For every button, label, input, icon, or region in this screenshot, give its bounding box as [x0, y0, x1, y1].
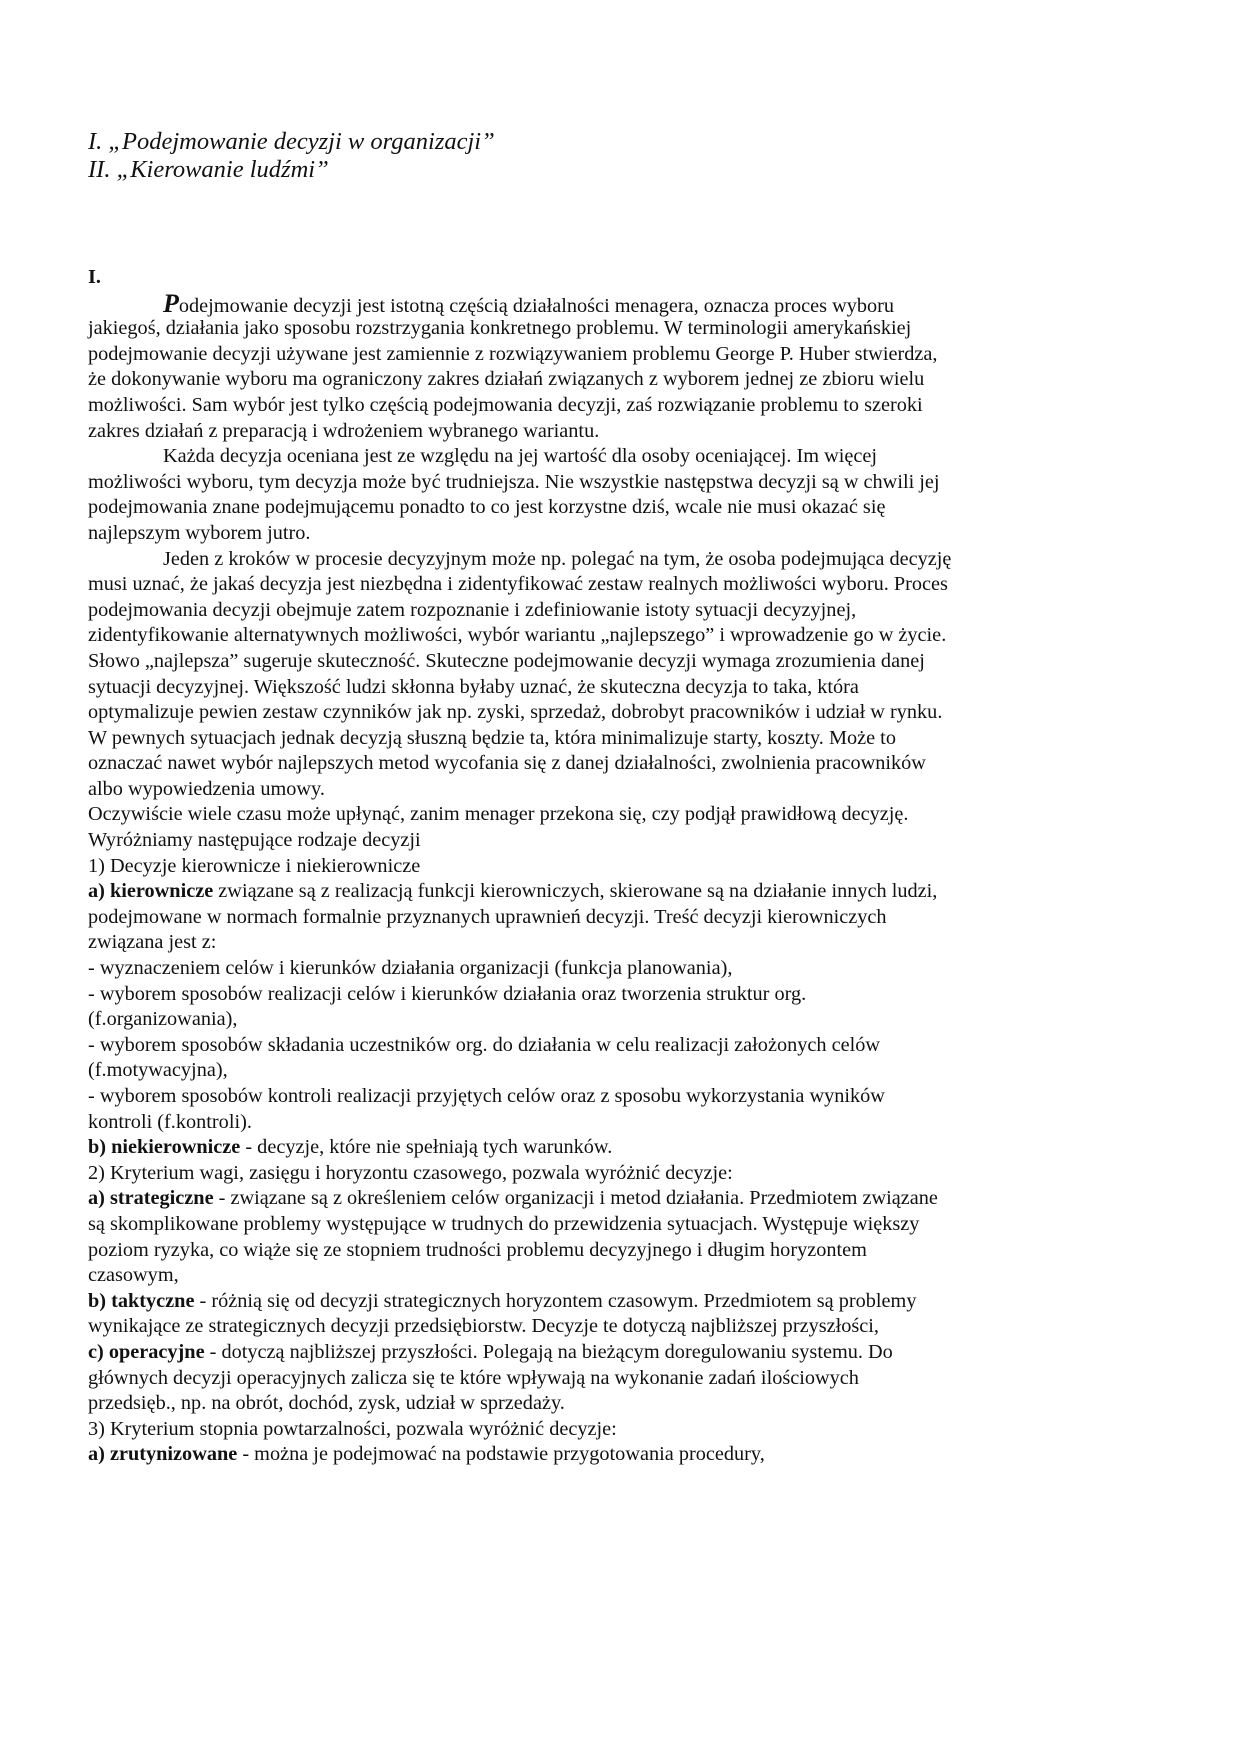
text-line — [88, 1263, 1148, 1289]
line-text: przedsięb., np. na obrót, dochód, zysk, udział w sprzedaży. — [88, 1392, 565, 1415]
text-line — [88, 495, 1148, 521]
text-line — [88, 419, 1148, 445]
line-text: Każda decyzja oceniana jest ze względu na jej wartość dla osoby oceniającej. Im więcej — [163, 445, 878, 468]
text-line — [88, 1186, 1148, 1212]
text-line — [88, 1442, 1148, 1468]
text-line — [88, 854, 1148, 880]
line-text: Jeden z kroków w procesie decyzyjnym może np. polegać na tym, że osoba podejmująca decyzję — [163, 547, 952, 570]
text-line — [88, 521, 1148, 547]
term-label: b) niekierownicze — [88, 1136, 241, 1159]
line-text: - wyborem sposobów składania uczestników org. do działania w celu realizacji założonych celów — [88, 1033, 881, 1056]
line-text: Wyróżniamy następujące rodzaje decyzji — [88, 829, 421, 852]
text-line — [88, 828, 1148, 854]
line-text: 1) Decyzje kierownicze i niekierownicze — [88, 854, 421, 877]
line-text: sytuacji decyzyjnej. Większość ludzi skłonna byłaby uznać, że skuteczna decyzja to taka, która — [88, 675, 859, 698]
term-label: a) kierownicze — [88, 880, 214, 903]
line-text: podejmowane w normach formalnie przyznanych uprawnień decyzji. Treść decyzji kierowniczych — [88, 905, 887, 928]
line-text: możliwości. Sam wybór jest tylko częścią podejmowania decyzji, zaś rozwiązanie problemu to szeroki — [88, 393, 923, 416]
line-text: poziom ryzyka, co wiąże się ze stopniem trudności problemu decyzyjnego i długim horyzontem — [88, 1238, 867, 1261]
line-text: związane są z realizacją funkcji kierowniczych, skierowane są na działanie innych ludzi, — [213, 880, 938, 903]
line-text: jakiegoś, działania jako sposobu rozstrzygania konkretnego problemu. W terminologii amerykańskiej — [88, 317, 912, 340]
line-text: czasowym, — [88, 1264, 179, 1287]
line-text: są skomplikowane problemy występujące w trudnych do przewidzenia sytuacjach. Występuje większy — [88, 1212, 920, 1235]
line-text: - wyborem sposobów realizacji celów i kierunków działania oraz tworzenia struktur org. — [88, 982, 807, 1005]
text-line — [88, 956, 1148, 982]
line-text: - związane są z określeniem celów organizacji i metod działania. Przedmiotem związane — [213, 1187, 938, 1210]
line-text: głównych decyzji operacyjnych zalicza się te które wpływają na wykonanie zadań ilościowych — [88, 1366, 859, 1389]
line-text: - dotyczą najbliższej przyszłości. Polegają na bieżącym doregulowaniu systemu. Do — [204, 1340, 893, 1363]
text-line — [88, 288, 1148, 318]
text-line — [88, 1007, 1148, 1033]
line-text: optymalizuje pewien zestaw czynników jak np. zyski, sprzedaż, dobrobyt pracowników i udział w rynku. — [88, 701, 943, 724]
document-titles — [88, 128, 495, 184]
text-line — [88, 1110, 1148, 1136]
line-text: musi uznać, że jakaś decyzja jest niezbędna i zidentyfikować zestaw realnych możliwości wyboru. Proces — [88, 573, 948, 596]
text-line — [88, 367, 1148, 393]
text-line — [88, 1084, 1148, 1110]
text-line — [88, 1058, 1148, 1084]
line-text: oznaczać nawet wybór najlepszych metod wycofania się z danej działalności, zwolnienia pracowników — [88, 752, 926, 775]
text-line — [88, 393, 1148, 419]
text-line — [88, 751, 1148, 777]
term-label: a) strategiczne — [88, 1187, 214, 1210]
term-label: a) zrutynizowane — [88, 1443, 238, 1466]
drop-cap: P — [163, 288, 179, 318]
line-text: albo wypowiedzenia umowy. — [88, 777, 325, 800]
line-text: wynikające ze strategicznych decyzji przedsiębiorstw. Decyzje te dotyczą najbliższej przyszłości, — [88, 1315, 879, 1338]
line-text: podejmowania znane podejmującemu ponadto to co jest korzystne dziś, wcale nie musi okazać się — [88, 496, 886, 519]
text-line — [88, 879, 1148, 905]
line-text: - decyzje, które nie spełniają tych warunków. — [240, 1136, 613, 1159]
text-line — [88, 572, 1148, 598]
text-line — [88, 1417, 1148, 1443]
text-line — [88, 1366, 1148, 1392]
text-line — [88, 726, 1148, 752]
text-line — [88, 649, 1148, 675]
line-text: (f.motywacyjna), — [88, 1059, 228, 1082]
text-line — [88, 675, 1148, 701]
line-text: (f.organizowania), — [88, 1008, 238, 1031]
term-label: b) taktyczne — [88, 1289, 195, 1312]
text-line — [88, 1135, 1148, 1161]
line-text: Słowo „najlepsza” sugeruje skuteczność. Skuteczne podejmowanie decyzji wymaga zrozumienia danej — [88, 649, 925, 672]
text-line — [88, 930, 1148, 956]
text-line — [88, 1314, 1148, 1340]
text-line — [88, 1238, 1148, 1264]
line-text: - różnią się od decyzji strategicznych horyzontem czasowym. Przedmiotem są problemy — [194, 1289, 917, 1312]
line-text: 3) Kryterium stopnia powtarzalności, pozwala wyróżnić decyzje: — [88, 1417, 617, 1440]
line-text: 2) Kryterium wagi, zasięgu i horyzontu czasowego, pozwala wyróżnić decyzje: — [88, 1161, 733, 1184]
line-text: podejmowanie decyzji używane jest zamiennie z rozwiązywaniem problemu George P. Huber stwierdza, — [88, 342, 938, 365]
text-line — [88, 802, 1148, 828]
text-line — [88, 1033, 1148, 1059]
line-text: W pewnych sytuacjach jednak decyzją słuszną będzie ta, która minimalizuje starty, koszty. Może to — [88, 726, 896, 749]
line-text: odejmowanie decyzji jest istotną częścią działalności menagera, oznacza proces wyboru — [178, 294, 895, 317]
text-line — [88, 905, 1148, 931]
text-line — [88, 700, 1148, 726]
text-line — [88, 316, 1148, 342]
text-line — [88, 1161, 1148, 1187]
line-text: kontroli (f.kontroli). — [88, 1110, 252, 1133]
document-body — [88, 265, 1148, 1468]
title-line-1: I. „Podejmowanie decyzji w organizacji” — [88, 128, 495, 155]
line-text: Oczywiście wiele czasu może upłynąć, zanim menager przekona się, czy podjął prawidłową decyzję. — [88, 803, 909, 826]
line-text: - można je podejmować na podstawie przygotowania procedury, — [237, 1443, 765, 1466]
line-text: - wyborem sposobów kontroli realizacji przyjętych celów oraz z sposobu wykorzystania wyników — [88, 1085, 885, 1107]
text-line — [88, 982, 1148, 1008]
section-heading: I. — [88, 266, 101, 288]
text-line — [88, 547, 1148, 573]
text-line — [88, 777, 1148, 803]
line-text: zakres działań z preparacją i wdrożeniem wybranego wariantu. — [88, 419, 600, 442]
text-line — [88, 470, 1148, 496]
term-label: c) operacyjne — [88, 1340, 205, 1363]
text-line — [88, 1212, 1148, 1238]
text-line — [88, 1289, 1148, 1315]
line-text: podejmowania decyzji obejmuje zatem rozpoznanie i zdefiniowanie istoty sytuacji decyzyjnej, — [88, 598, 857, 621]
line-text: zidentyfikowanie alternatywnych możliwości, wybór wariantu „najlepszego” i wprowadzenie go w życie. — [88, 624, 947, 647]
text-line — [88, 1391, 1148, 1417]
title-line-2: II. „Kierowanie ludźmi” — [88, 156, 329, 183]
text-line — [88, 598, 1148, 624]
line-text: że dokonywanie wyboru ma ograniczony zakres działań związanych z wyborem jednej ze zbioru wielu — [88, 368, 925, 391]
text-line — [88, 1340, 1148, 1366]
text-line — [88, 623, 1148, 649]
line-text: najlepszym wyborem jutro. — [88, 521, 311, 544]
line-text: możliwości wyboru, tym decyzja może być trudniejsza. Nie wszystkie następstwa decyzji są w chwili jej — [88, 470, 940, 493]
line-text: - wyznaczeniem celów i kierunków działania organizacji (funkcja planowania), — [88, 957, 733, 980]
line-text: związana jest z: — [88, 931, 217, 954]
text-line — [88, 444, 1148, 470]
text-line — [88, 342, 1148, 368]
